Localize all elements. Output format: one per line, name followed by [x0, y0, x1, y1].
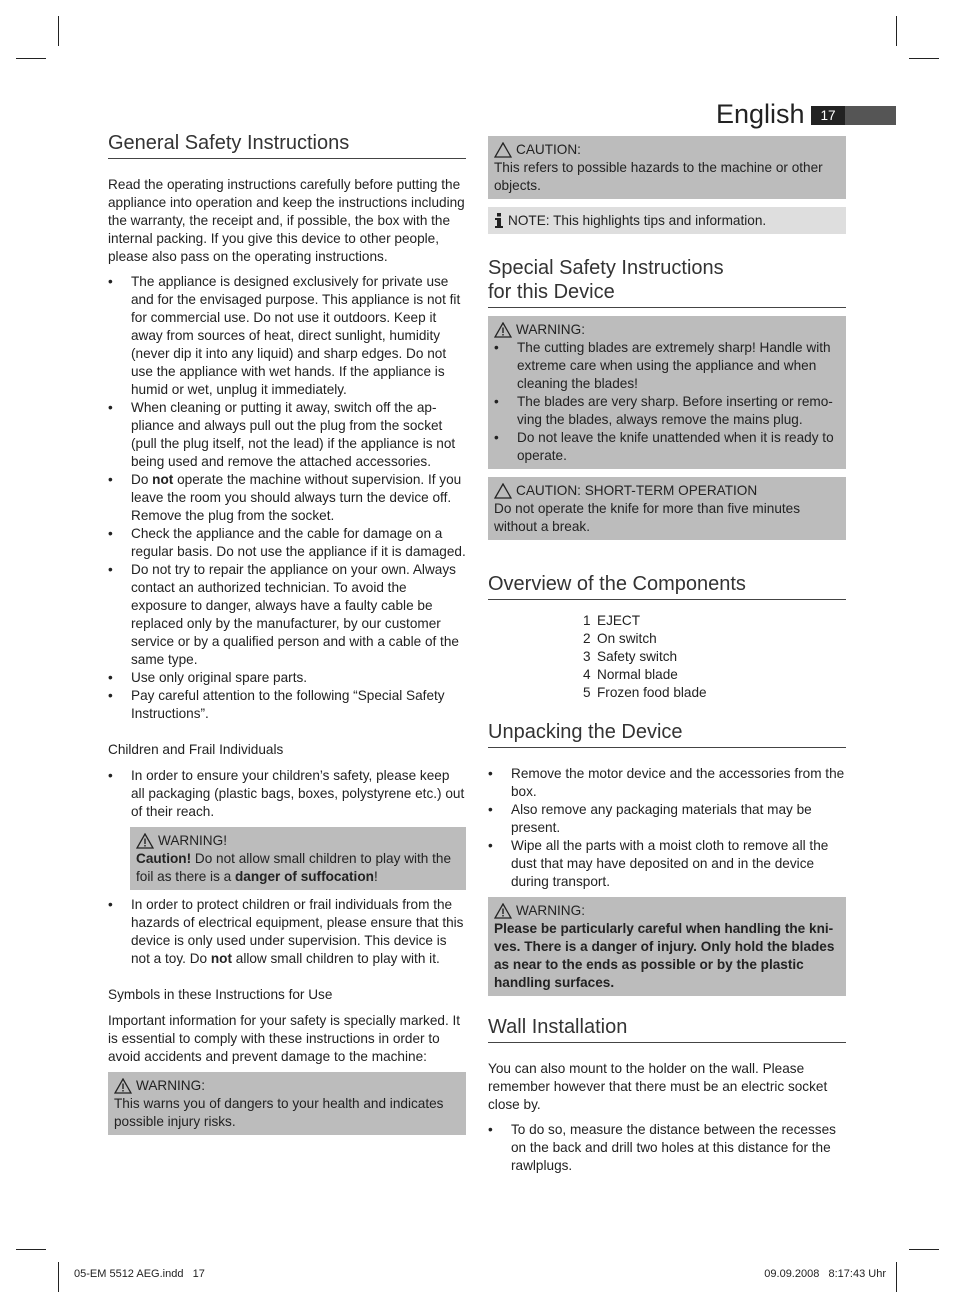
crop-mark — [909, 1249, 939, 1250]
warning-triangle-icon — [494, 903, 512, 919]
warning-box-children — [130, 827, 466, 890]
list-item: • Check the appliance and the cable for damage on a regular basis. Do not use the appliance if it is damaged. — [108, 525, 466, 561]
list-item: • Pay careful attention to the following “Special Safety Instructions”. — [108, 687, 466, 723]
warning-items — [494, 339, 840, 465]
wall-intro: You can also mount to the holder on the wall. Please remember however that there must be an electric socket close by. — [488, 1061, 828, 1112]
footer-timestamp: 09.09.2008 8:17:43 Uhr — [764, 1268, 886, 1280]
caution-text: Do not operate the knife for more than five minutes without a break. — [494, 501, 801, 534]
crop-mark — [16, 1249, 46, 1250]
list-item: • The appliance is designed exclusively for private use and for the envisaged purpose. This appliance is not fit for commercial use. Do not use it outdoors. Keep it away from sources of heat, direct sunlight, humidity (never dip it into any liquid) and sharp edges. Do not use the appliance with wet hands. If the appliance is humid or wet, unplug it immediately. — [108, 273, 466, 399]
section-heading-special: Special Safety Instructions for this Device — [488, 256, 846, 308]
list-item: • Wipe all the parts with a moist cloth to remove all the dust that may have deposited on and in the device during transport. — [488, 837, 846, 891]
page-number: 17 — [811, 106, 845, 125]
warning-box-symbols — [108, 1072, 466, 1135]
section-heading-general: General Safety Instructions — [108, 131, 466, 159]
list-item: • When cleaning or putting it away, switch off the ap-pliance and always pull out the plug from the socket (pull the plug itself, not the lead) if the appliance is not being used and remove the attached accessories. — [108, 399, 466, 471]
list-item: • Also remove any packaging materials that may be present. — [488, 801, 846, 837]
subheading-children: Children and Frail Individuals — [108, 742, 284, 757]
crop-mark — [896, 16, 897, 46]
warning-title: WARNING! — [158, 833, 227, 848]
unpacking-section — [488, 720, 846, 996]
general-bullets — [108, 273, 466, 723]
list-item: 4 Normal blade — [583, 667, 678, 682]
warning-box-special — [488, 316, 846, 469]
section-heading-overview: Overview of the Components — [488, 572, 846, 600]
caution-title: CAUTION: — [516, 142, 581, 157]
warning-triangle-icon — [114, 1078, 132, 1094]
symbols-intro: Important information for your safety is specially marked. It is essential to comply with these instructions in order to avoid accidents and prevent damage to the machine: — [108, 1013, 461, 1064]
section-heading-unpacking: Unpacking the Device — [488, 720, 846, 748]
left-column — [108, 131, 466, 1135]
list-item: • The cutting blades are extremely sharp! Handle with extreme care when using the appliance and when cleaning the blades! — [494, 339, 840, 393]
list-item: 2 On switch — [583, 631, 657, 646]
crop-mark — [896, 1262, 897, 1292]
crop-mark — [16, 58, 46, 59]
note-text: NOTE: This highlights tips and information. — [508, 213, 767, 228]
wall-section — [488, 1015, 846, 1175]
components-list — [583, 612, 707, 702]
list-item: • Do not leave the knife unattended when it is ready to operate. — [494, 429, 840, 465]
warning-title: WARNING: — [516, 903, 585, 918]
warning-box-unpacking — [488, 897, 846, 996]
caution-box-short-term — [488, 477, 846, 540]
general-intro: Read the operating instructions carefully before putting the appliance into operation and keep the instructions including the warranty, the receipt and, if possible, the box with the internal packing. If you give this device to other people, please also pass on the operating instructions. — [108, 177, 465, 264]
list-item: • To do so, measure the distance between the recesses on the back and drill two holes at this distance for the rawlplugs. — [488, 1121, 846, 1175]
list-item: • In order to ensure your children’s safety, please keep all packaging (plastic bags, boxes, polystyrene etc.) out of their reach. — [108, 767, 466, 821]
warning-title: WARNING: — [516, 322, 585, 337]
overview-section — [488, 572, 846, 600]
caution-title: CAUTION: SHORT-TERM OPERATION — [516, 483, 758, 498]
caution-box — [488, 136, 846, 199]
list-item: 5 Frozen food blade — [583, 685, 707, 700]
unpacking-items — [488, 765, 846, 891]
children-bullets — [108, 767, 466, 821]
caution-triangle-icon — [494, 142, 512, 158]
right-column — [488, 136, 846, 540]
footer-file: 05-EM 5512 AEG.indd 17 — [74, 1268, 205, 1280]
warning-text: This warns you of dangers to your health and indicates possible injury risks. — [114, 1096, 444, 1129]
list-item: 1 EJECT — [583, 613, 641, 628]
list-item: 3 Safety switch — [583, 649, 678, 664]
list-item: • Use only original spare parts. — [108, 669, 466, 687]
warning-title: WARNING: — [136, 1078, 205, 1093]
wall-items — [488, 1121, 846, 1175]
warning-text: Caution! Do not allow small children to play with the foil as there is a danger of suffocation! — [136, 851, 452, 884]
list-item: • The blades are very sharp. Before inserting or remo-ving the blades, always remove the mains plug. — [494, 393, 840, 429]
list-item: • In order to protect children or frail individuals from the hazards of electrical equipment, please ensure that this device is only used under supervision. This device is not a toy. Do not allow small children to play with it. — [108, 896, 466, 968]
children-bullets-2 — [108, 896, 466, 968]
section-heading-wall: Wall Installation — [488, 1015, 846, 1043]
crop-mark — [909, 58, 939, 59]
warning-triangle-icon — [494, 322, 512, 338]
list-item: • Remove the motor device and the accessories from the box. — [488, 765, 846, 801]
subheading-symbols: Symbols in these Instructions for Use — [108, 987, 333, 1002]
note-box — [488, 207, 846, 234]
crop-mark — [58, 1262, 59, 1292]
caution-text: This refers to possible hazards to the machine or other objects. — [494, 160, 823, 193]
info-icon — [494, 213, 504, 229]
warning-text: Please be particularly careful when handling the kni-ves. There is a danger of injury. Only hold the blades as near to the ends as possible or by the plastic handling surfaces. — [494, 921, 835, 990]
caution-triangle-icon — [494, 483, 512, 499]
crop-mark — [58, 16, 59, 46]
warning-triangle-icon — [136, 833, 154, 849]
list-item: • Do not try to repair the appliance on your own. Always contact an authorized technician. To avoid the exposure to danger, always have a faulty cable be replaced only by the manufacturer, by our customer service or by a qualified person and with a cable of the same type. — [108, 561, 466, 669]
language-title: English — [716, 99, 805, 129]
list-item: • Do not operate the machine without supervision. If you leave the room you should always turn the device off. Remove the plug from the socket. — [108, 471, 466, 525]
